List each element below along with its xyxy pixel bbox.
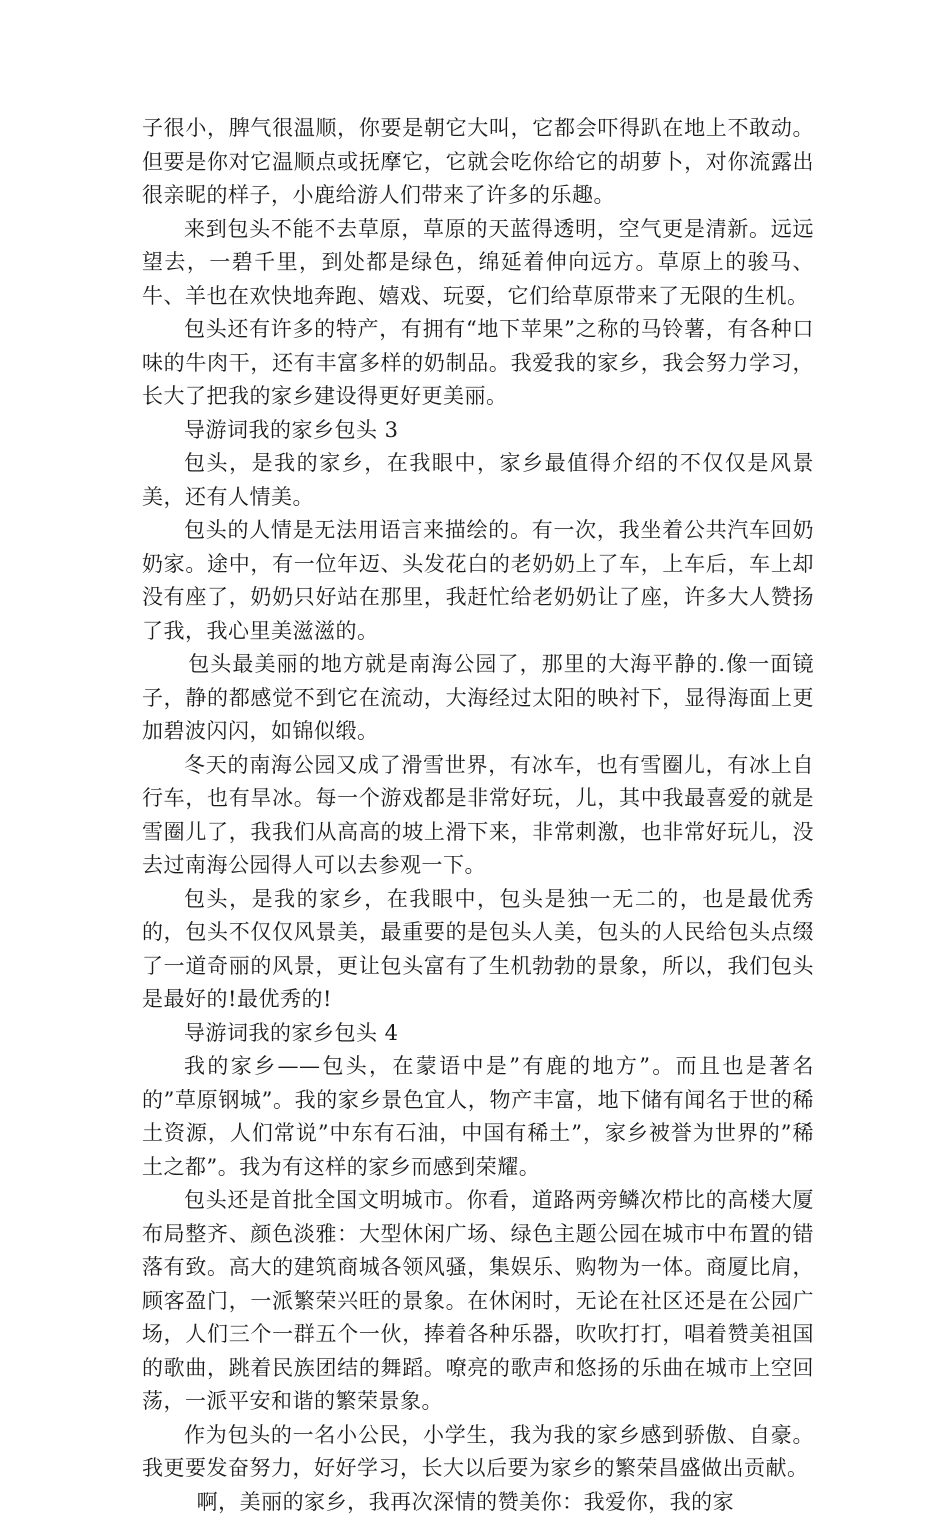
section-heading-3: 导游词我的家乡包头 3 [142,414,814,448]
section-heading-4: 导游词我的家乡包头 4 [142,1017,814,1051]
paragraph-closing: 啊，美丽的家乡，我再次深情的赞美你：我爱你，我的家 [142,1486,814,1519]
paragraph-civilized-city: 包头还是首批全国文明城市。你看，道路两旁鳞次栉比的高楼大厦布局整齐、颜色淡雅：大型休闲广场、绿色主题公园在城市中布置的错落有致。高大的建筑商城各领风骚，集娱乐、购物为一体。商厦比肩，顾客盈门，一派繁荣兴旺的景象。在休闲时，无论在社区还是在公园广场，人们三个一群五个一伙，捧着各种乐器，吹吹打打，唱着赞美祖国的歌曲，跳着民族团结的舞蹈。嘹亮的歌声和悠扬的乐曲在城市上空回荡，一派平安和谐的繁荣景象。 [142,1184,814,1419]
paragraph-grassland: 来到包头不能不去草原，草原的天蓝得透明，空气更是清新。远远望去，一碧千里，到处都是绿色，绵延着伸向远方。草原上的骏马、牛、羊也在欢快地奔跑、嬉戏、玩耍，它们给草原带来了无限的生机。 [142,213,814,314]
paragraph-nanhai-park: 包头最美丽的地方就是南海公园了，那里的大海平静的.像一面镜子，静的都感觉不到它在流动，大海经过太阳的映衬下，显得海面上更加碧波闪闪，如锦似缎。 [142,648,814,749]
paragraph-hometown-intro: 包头，是我的家乡，在我眼中，家乡最值得介绍的不仅仅是风景美，还有人情美。 [142,447,814,514]
paragraph-winter-park: 冬天的南海公园又成了滑雪世界，有冰车，也有雪圈儿，有冰上自行车，也有旱冰。每一个游戏都是非常好玩，儿，其中我最喜爱的就是雪圈儿了，我我们从高高的坡上滑下来，非常刺激，也非常好玩儿，没去过南海公园得人可以去参观一下。 [142,749,814,883]
paragraph-specialties: 包头还有许多的特产，有拥有“地下苹果”之称的马铃薯，有各种口味的牛肉干，还有丰富多样的奶制品。我爱我的家乡，我会努力学习，长大了把我的家乡建设得更好更美丽。 [142,313,814,414]
paragraph-young-citizen: 作为包头的一名小公民，小学生，我为我的家乡感到骄傲、自豪。我更要发奋努力，好好学习，长大以后要为家乡的繁荣昌盛做出贡献。 [142,1419,814,1486]
document-body [142,112,814,1519]
paragraph-best-city: 包头，是我的家乡，在我眼中，包头是独一无二的，也是最优秀的，包头不仅仅风景美，最重要的是包头人美，包头的人民给包头点缀了一道奇丽的风景，更让包头富有了生机勃勃的景象，所以，我们包头是最好的!最优秀的! [142,883,814,1017]
paragraph-deer-continued: 子很小，脾气很温顺，你要是朝它大叫，它都会吓得趴在地上不敢动。但要是你对它温顺点或抚摩它，它就会吃你给它的胡萝卜，对你流露出很亲昵的样子，小鹿给游人们带来了许多的乐趣。 [142,112,814,213]
paragraph-bus-story: 包头的人情是无法用语言来描绘的。有一次，我坐着公共汽车回奶奶家。途中，有一位年迈、头发花白的老奶奶上了车，上车后，车上却没有座了，奶奶只好站在那里，我赶忙给老奶奶让了座，许多大人赞扬了我，我心里美滋滋的。 [142,514,814,648]
paragraph-place-of-deer: 我的家乡——包头，在蒙语中是”有鹿的地方”。而且也是著名的”草原钢城”。我的家乡景色宜人，物产丰富，地下储有闻名于世的稀土资源，人们常说”中东有石油，中国有稀土”，家乡被誉为世界的”稀土之都”。我为有这样的家乡而感到荣耀。 [142,1050,814,1184]
